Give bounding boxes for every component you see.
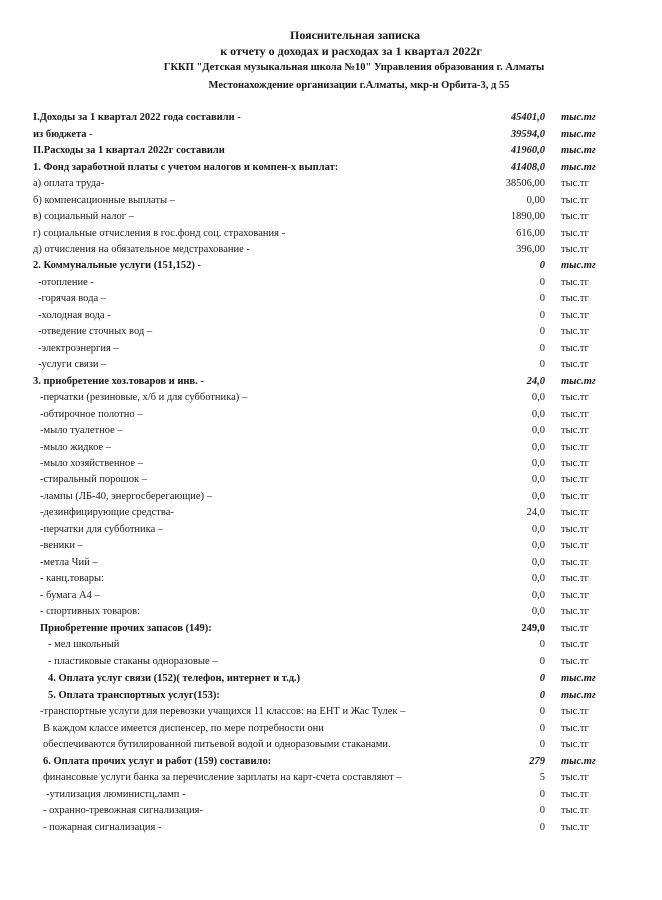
line-label: из бюджета - — [33, 129, 93, 140]
report-line — [0, 209, 662, 225]
line-label: - пожарная сигнализация - — [43, 822, 162, 833]
line-amount: 0 — [539, 690, 545, 701]
line-amount: 0,0 — [531, 524, 545, 535]
line-label: -метла Чий – — [40, 557, 98, 568]
line-unit: тыс.тг — [561, 442, 589, 453]
report-line — [0, 324, 662, 340]
line-label: 4. Оплата услуг связи (152)( телефон, интернет и т.д.) — [48, 673, 301, 684]
report-line — [0, 538, 662, 554]
line-amount: 616,00 — [516, 228, 545, 239]
line-amount: 0 — [539, 656, 545, 667]
line-amount: 0,0 — [531, 590, 545, 601]
line-unit: тыс.тг — [561, 639, 589, 650]
report-line — [0, 176, 662, 192]
line-label: в) социальный налог – — [33, 211, 134, 222]
line-label: г) социальные отчисления в гос.фонд соц. страхования - — [33, 228, 286, 239]
report-line — [0, 242, 662, 258]
report-line — [0, 193, 662, 209]
line-label: - бумага А4 – — [40, 590, 100, 601]
line-unit: тыс.тг — [561, 623, 589, 634]
report-line — [0, 571, 662, 587]
line-amount: 38506,00 — [505, 178, 545, 189]
report-line — [0, 588, 662, 604]
line-amount: 0 — [539, 310, 545, 321]
line-unit: тыс.тг — [561, 310, 589, 321]
line-amount: 0,0 — [531, 474, 545, 485]
line-unit: тыс.тг — [561, 789, 589, 800]
line-amount: 0,0 — [531, 409, 545, 420]
line-amount: 24,0 — [526, 507, 545, 518]
report-line — [0, 754, 662, 770]
line-amount: 0,0 — [531, 458, 545, 469]
line-amount: 45401,0 — [510, 112, 545, 123]
line-label: -лампы (ЛБ-40, энергосберегающие) – — [40, 491, 212, 502]
line-unit: тыс.тг — [561, 277, 589, 288]
report-line — [0, 291, 662, 307]
line-unit: тыс.тг — [561, 228, 589, 239]
line-label: -дезинфицирующие средства- — [40, 507, 174, 518]
line-unit: тыс.тг — [561, 409, 589, 420]
line-unit: тыс.тг — [561, 260, 596, 271]
line-amount: 0,0 — [531, 540, 545, 551]
line-unit: тыс.тг — [561, 293, 589, 304]
line-unit: тыс.тг — [561, 244, 589, 255]
line-unit: тыс.тг — [561, 690, 596, 701]
report-line — [0, 704, 662, 720]
line-unit: тыс.тг — [561, 343, 589, 354]
line-amount: 0 — [539, 706, 545, 717]
line-unit: тыс.тг — [561, 491, 589, 502]
line-label: д) отчисления на обязательное медстрахование - — [33, 244, 250, 255]
report-line — [0, 456, 662, 472]
report-line — [0, 637, 662, 653]
line-unit: тыс.тг — [561, 178, 589, 189]
line-amount: 0 — [539, 277, 545, 288]
line-amount: 0,00 — [526, 195, 545, 206]
line-label: а) оплата труда- — [33, 178, 105, 189]
line-unit: тыс.тг — [561, 425, 589, 436]
report-line — [0, 472, 662, 488]
report-line — [0, 555, 662, 571]
line-label: -электроэнергия – — [38, 343, 119, 354]
line-label: 2. Коммунальные услуги (151,152) - — [33, 260, 201, 271]
line-label: - охранно-тревожная сигнализация- — [43, 805, 203, 816]
line-amount: 396,00 — [516, 244, 545, 255]
line-label: - спортивных товаров: — [40, 606, 141, 617]
line-label: -услуги связи – — [38, 359, 107, 370]
line-label: 1. Фонд заработной платы с учетом налогов и компен-х выплат: — [33, 162, 339, 173]
line-amount: 41408,0 — [510, 162, 545, 173]
report-line — [0, 721, 662, 737]
report-line — [0, 258, 662, 274]
line-amount: 5 — [539, 772, 545, 783]
report-line — [0, 357, 662, 373]
line-label: б) компенсационные выплаты – — [33, 195, 175, 206]
line-unit: тыс.тг — [561, 359, 589, 370]
line-unit: тыс.тг — [561, 524, 589, 535]
line-amount: 0 — [539, 723, 545, 734]
report-line — [0, 127, 662, 143]
line-label: -холодная вода - — [38, 310, 111, 321]
line-label: Приобретение прочих запасов (149): — [40, 623, 212, 634]
report-line — [0, 688, 662, 704]
line-label: - мел школьный — [48, 639, 120, 650]
line-amount: 0 — [539, 789, 545, 800]
line-amount: 0,0 — [531, 425, 545, 436]
line-unit: тыс.тг — [561, 723, 589, 734]
report-line — [0, 143, 662, 159]
line-unit: тыс.тг — [561, 195, 589, 206]
line-label: -веники – — [40, 540, 83, 551]
line-unit: тыс.тг — [561, 606, 589, 617]
line-unit: тыс.тг — [561, 540, 589, 551]
line-unit: тыс.тг — [561, 756, 596, 767]
report-line — [0, 160, 662, 176]
line-amount: 0 — [539, 359, 545, 370]
line-amount: 0 — [539, 805, 545, 816]
line-label: -утилизация люминистц.ламп - — [46, 789, 186, 800]
line-amount: 0 — [539, 293, 545, 304]
line-label: I.Доходы за 1 квартал 2022 года составили - — [33, 112, 241, 123]
report-line — [0, 308, 662, 324]
line-label: -отведение сточных вод – — [38, 326, 153, 337]
line-label: -мыло туалетное – — [40, 425, 123, 436]
line-label: II.Расходы за 1 квартал 2022г составили — [33, 145, 225, 156]
line-amount: 0,0 — [531, 606, 545, 617]
line-amount: 279 — [529, 756, 545, 767]
line-label: -горячая вода – — [38, 293, 106, 304]
line-amount: 0,0 — [531, 442, 545, 453]
line-label: 3. приобретение хоз.товаров и инв. - — [33, 376, 204, 387]
line-amount: 0,0 — [531, 392, 545, 403]
line-amount: 0,0 — [531, 491, 545, 502]
line-amount: 249,0 — [521, 623, 545, 634]
line-label: 5. Оплата транспортных услуг(153): — [48, 690, 220, 701]
report-line — [0, 440, 662, 456]
report-line — [0, 787, 662, 803]
report-line — [0, 671, 662, 687]
line-amount: 0 — [539, 639, 545, 650]
line-unit: тыс.тг — [561, 772, 589, 783]
report-line — [0, 522, 662, 538]
report-line — [0, 423, 662, 439]
line-amount: 24,0 — [526, 376, 545, 387]
report-line — [0, 803, 662, 819]
report-line — [0, 604, 662, 620]
line-label: обеспечиваются бутилированной питьевой водой и одноразовыми стаканами. — [43, 739, 391, 750]
doc-title: Пояснительная записка — [289, 28, 420, 42]
line-amount: 39594,0 — [510, 129, 545, 140]
report-line — [0, 110, 662, 126]
report-line — [0, 407, 662, 423]
line-unit: тыс.тг — [561, 326, 589, 337]
line-amount: 0 — [539, 343, 545, 354]
line-label: -обтирочное полотно – — [40, 409, 143, 420]
line-amount: 0 — [539, 326, 545, 337]
line-amount: 0 — [539, 260, 545, 271]
report-line — [0, 820, 662, 836]
line-amount: 41960,0 — [510, 145, 545, 156]
report-line — [0, 374, 662, 390]
line-unit: тыс.тг — [561, 162, 596, 173]
report-line — [0, 489, 662, 505]
line-unit: тыс.тг — [561, 590, 589, 601]
line-label: -стиральный порошок – — [40, 474, 147, 485]
line-amount: 0,0 — [531, 573, 545, 584]
line-amount: 0 — [539, 822, 545, 833]
line-unit: тыс.тг — [561, 474, 589, 485]
line-unit: тыс.тг — [561, 458, 589, 469]
line-unit: тыс.тг — [561, 392, 589, 403]
line-unit: тыс.тг — [561, 112, 596, 123]
report-line — [0, 621, 662, 637]
line-label: -мыло хозяйственное – — [40, 458, 143, 469]
line-unit: тыс.тг — [561, 557, 589, 568]
line-label: - пластиковые стаканы одноразовые – — [48, 656, 218, 667]
line-unit: тыс.тг — [561, 706, 589, 717]
line-label: - канц.товары: — [40, 573, 104, 584]
line-unit: тыс.тг — [561, 507, 589, 518]
line-unit: тыс.тг — [561, 145, 596, 156]
organization-name: ГККП "Детская музыкальная школа №10" Управления образования г. Алматы — [163, 62, 545, 73]
line-unit: тыс.тг — [561, 673, 596, 684]
line-unit: тыс.тг — [561, 656, 589, 667]
organization-address: Местонахождение организации г.Алматы, мкр-н Орбита-3, д 55 — [208, 80, 510, 91]
line-label: -перчатки (резиновые, х/б и для субботника) – — [40, 392, 248, 403]
report-line — [0, 275, 662, 291]
doc-subtitle: к отчету о доходах и расходах за 1 квартал 2022г — [220, 44, 482, 58]
report-line — [0, 737, 662, 753]
report-line — [0, 341, 662, 357]
report-line — [0, 505, 662, 521]
report-line — [0, 654, 662, 670]
line-amount: 0 — [539, 673, 545, 684]
line-unit: тыс.тг — [561, 376, 596, 387]
line-unit: тыс.тг — [561, 129, 596, 140]
line-label: -транспортные услуги для перевозки учащихся 11 классов: на ЕНТ и Жас Тулек – — [40, 706, 406, 717]
line-amount: 1890,00 — [510, 211, 545, 222]
line-label: финансовые услуги банка за перечисление зарплаты на карт-счета составляют – — [43, 772, 402, 783]
line-label: В каждом классе имеется диспенсер, по мере потребности они — [43, 723, 324, 734]
line-amount: 0,0 — [531, 557, 545, 568]
line-label: -отопление - — [38, 277, 94, 288]
line-amount: 0 — [539, 739, 545, 750]
line-unit: тыс.тг — [561, 211, 589, 222]
report-line — [0, 226, 662, 242]
line-unit: тыс.тг — [561, 739, 589, 750]
report-line — [0, 390, 662, 406]
line-unit: тыс.тг — [561, 805, 589, 816]
line-unit: тыс.тг — [561, 573, 589, 584]
report-line — [0, 770, 662, 786]
line-label: -перчатки для субботника – — [40, 524, 164, 535]
line-unit: тыс.тг — [561, 822, 589, 833]
line-label: -мыло жидкое – — [40, 442, 112, 453]
line-label: 6. Оплата прочих услуг и работ (159) составило: — [43, 756, 272, 767]
